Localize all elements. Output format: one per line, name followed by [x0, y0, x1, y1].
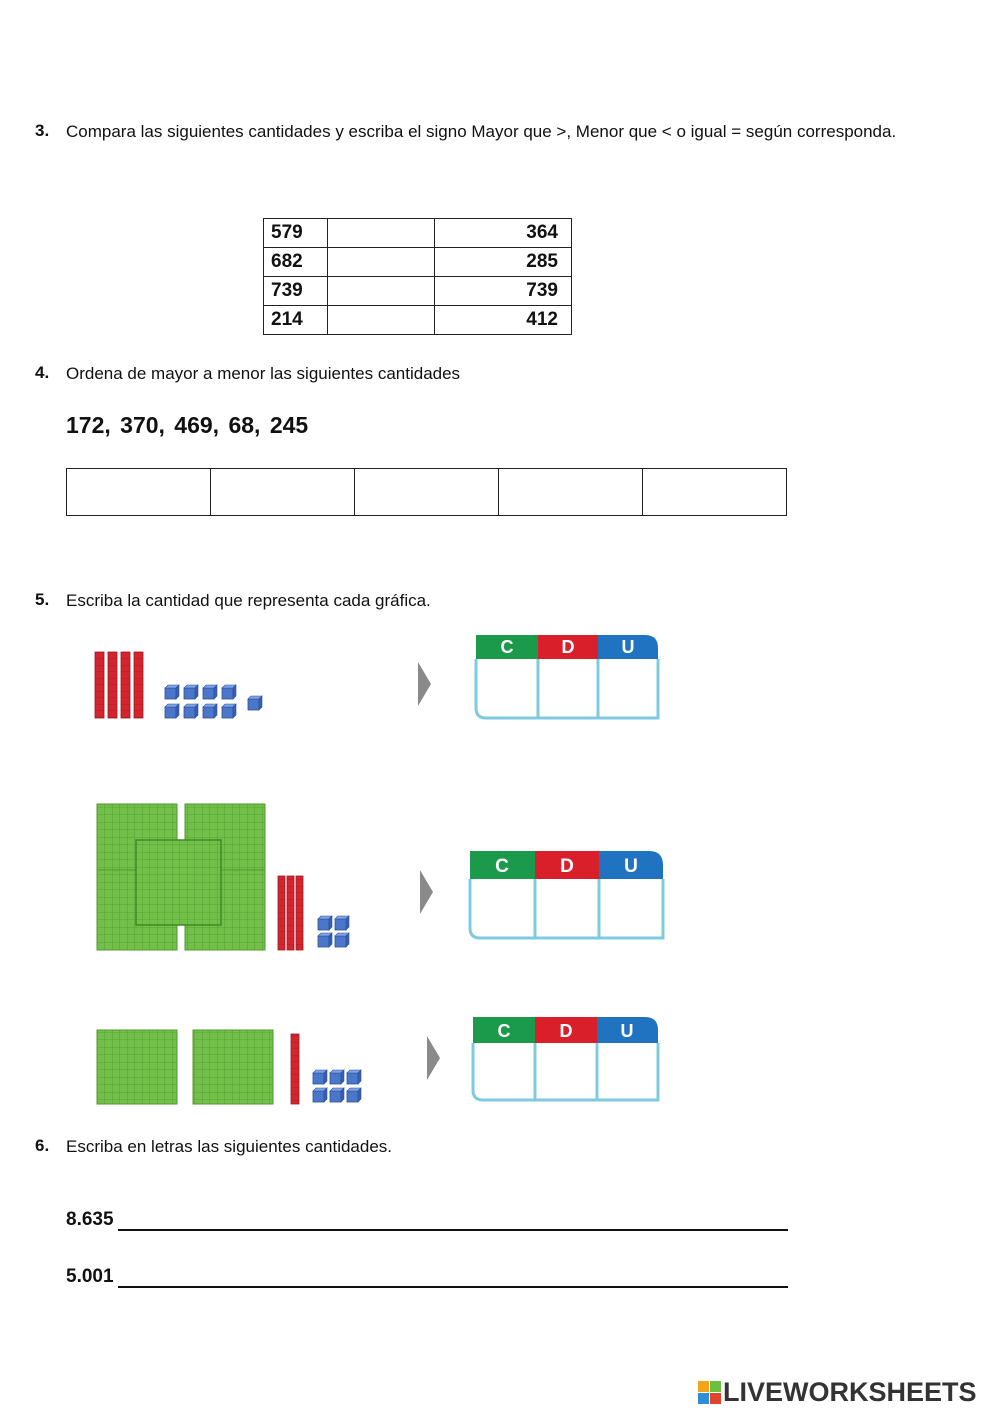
compare-sign-input[interactable]: [328, 248, 435, 277]
ten-rod: [134, 652, 143, 718]
order-input-1[interactable]: [67, 469, 211, 516]
ten-rod: [278, 876, 285, 950]
cdu-label-d: D: [560, 856, 574, 877]
unit-cube: [347, 1070, 361, 1084]
cdu-label-c: C: [497, 1021, 511, 1041]
compare-left: 579: [264, 219, 328, 248]
unit-cube: [203, 685, 217, 699]
order-input-3[interactable]: [355, 469, 499, 516]
compare-left: 682: [264, 248, 328, 277]
ten-rod: [95, 652, 104, 718]
ten-rod: [108, 652, 117, 718]
unit-cube: [330, 1088, 344, 1102]
compare-sign-input[interactable]: [328, 219, 435, 248]
ten-rod: [291, 1034, 299, 1104]
logo-icon: [697, 1380, 723, 1406]
unit-cube: [222, 685, 236, 699]
cdu-label-c: C: [495, 856, 509, 877]
cdu-box-3: [467, 1012, 667, 1107]
table-row: [264, 248, 572, 277]
compare-right: 412: [435, 306, 572, 335]
compare-sign-input[interactable]: [328, 306, 435, 335]
number-list: 172, 370, 469, 68, 245: [66, 412, 309, 438]
unit-cube: [330, 1070, 344, 1084]
unit-cube: [313, 1070, 327, 1084]
unit-cube: [184, 685, 198, 699]
unit-cube: [165, 685, 179, 699]
arrow-icon: [420, 870, 433, 914]
unit-cube: [203, 704, 217, 718]
write-answer-line[interactable]: [118, 1209, 788, 1231]
unit-cube: [165, 704, 179, 718]
cdu-label-d: D: [559, 1021, 573, 1041]
compare-left: 214: [264, 306, 328, 335]
unit-cube: [318, 916, 332, 930]
ten-rod: [296, 876, 303, 950]
compare-right: 739: [435, 277, 572, 306]
write-number: 8.635: [66, 1209, 114, 1230]
write-item-2: [66, 1266, 788, 1288]
ten-rod: [287, 876, 294, 950]
figure-2: [97, 804, 433, 950]
table-row: [264, 219, 572, 248]
unit-cube: [318, 933, 332, 947]
unit-cube: [313, 1088, 327, 1102]
write-number: 5.001: [66, 1266, 114, 1287]
table-row: [67, 469, 787, 516]
cdu-label-u: U: [621, 637, 635, 657]
q6-number: 6.: [35, 1136, 50, 1155]
figure-1: [95, 652, 431, 718]
arrow-icon: [427, 1036, 440, 1080]
order-input-2[interactable]: [211, 469, 355, 516]
hundred-flat: [193, 1030, 273, 1104]
compare-sign-input[interactable]: [328, 277, 435, 306]
q5-text: Escriba la cantidad que representa cada gráfica.: [66, 591, 431, 610]
q4-text: Ordena de mayor a menor las siguientes cantidades: [66, 364, 461, 383]
write-answer-line[interactable]: [118, 1266, 788, 1288]
q3-number: 3.: [35, 121, 50, 140]
cdu-label-c: C: [500, 637, 514, 657]
unit-cube: [335, 916, 349, 930]
unit-cube: [347, 1088, 361, 1102]
unit-cube: [248, 696, 262, 710]
order-input-5[interactable]: [643, 469, 787, 516]
liveworksheets-logo: [697, 1377, 977, 1408]
cdu-label-u: U: [624, 856, 638, 877]
q3-text: Compara las siguientes cantidades y escriba el signo Mayor que >, Menor que < o igual = según corresponda.: [66, 122, 897, 141]
table-row: [264, 277, 572, 306]
compare-right: 285: [435, 248, 572, 277]
logo-text: LIVEWORKSHEETS: [723, 1377, 977, 1407]
figure-3: [97, 1030, 440, 1104]
compare-left: 739: [264, 277, 328, 306]
cdu-label-u: U: [620, 1021, 634, 1041]
q6-text: Escriba en letras las siguientes cantidades.: [66, 1137, 393, 1156]
order-input-4[interactable]: [499, 469, 643, 516]
unit-cube: [222, 704, 236, 718]
unit-cube: [184, 704, 198, 718]
cdu-box-2: [464, 846, 674, 946]
cdu-label-d: D: [561, 637, 575, 657]
order-table: [66, 468, 787, 516]
compare-table: [263, 218, 572, 335]
hundred-flat: [136, 840, 221, 925]
write-item-1: [66, 1209, 788, 1231]
unit-cube: [335, 933, 349, 947]
cdu-box-1: [470, 630, 670, 725]
q5-number: 5.: [35, 590, 50, 609]
q4-number: 4.: [35, 363, 50, 382]
arrow-icon: [418, 662, 431, 706]
table-row: [264, 306, 572, 335]
ten-rod: [121, 652, 130, 718]
compare-right: 364: [435, 219, 572, 248]
hundred-flat: [97, 1030, 177, 1104]
